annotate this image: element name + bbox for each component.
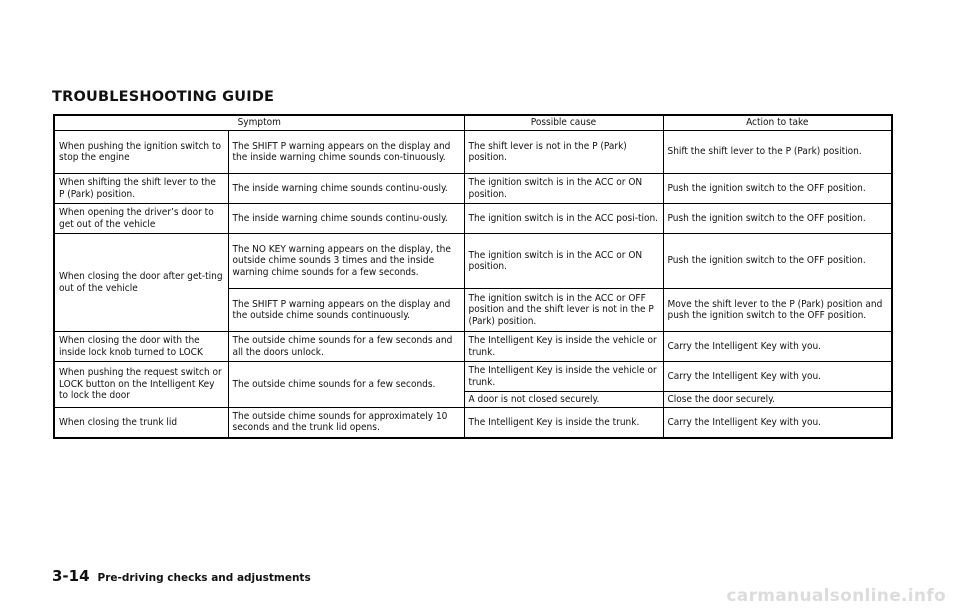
cause-cell: The ignition switch is in the ACC or OFF position and the shift lever is not in the P (Park) position. <box>464 289 663 332</box>
symptom-cell: The SHIFT P warning appears on the display and the inside warning chime sounds con-tinuously. <box>228 131 464 174</box>
action-cell: Close the door securely. <box>663 392 892 408</box>
condition-cell: When shifting the shift lever to the P (Park) position. <box>54 174 228 204</box>
header-action-to-take: Action to take <box>663 115 892 131</box>
action-cell: Carry the Intelligent Key with you. <box>663 332 892 362</box>
cause-cell: The ignition switch is in the ACC or ON position. <box>464 174 663 204</box>
cause-cell: The ignition switch is in the ACC posi-tion. <box>464 204 663 234</box>
action-cell: Move the shift lever to the P (Park) position and push the ignition switch to the OFF position. <box>663 289 892 332</box>
symptom-cell: The outside chime sounds for approximately 10 seconds and the trunk lid opens. <box>228 408 464 438</box>
action-cell: Push the ignition switch to the OFF position. <box>663 174 892 204</box>
cause-cell: The Intelligent Key is inside the trunk. <box>464 408 663 438</box>
symptom-cell: The inside warning chime sounds continu-ously. <box>228 204 464 234</box>
table-header-row <box>54 115 892 131</box>
action-cell: Push the ignition switch to the OFF position. <box>663 204 892 234</box>
cause-cell: The Intelligent Key is inside the vehicle or trunk. <box>464 332 663 362</box>
section-title: Pre-driving checks and adjustments <box>97 572 311 584</box>
condition-cell: When closing the door after get-ting out of the vehicle <box>54 234 228 332</box>
condition-cell: When closing the trunk lid <box>54 408 228 438</box>
header-possible-cause: Possible cause <box>464 115 663 131</box>
action-cell: Push the ignition switch to the OFF position. <box>663 234 892 289</box>
symptom-cell: The NO KEY warning appears on the display, the outside chime sounds 3 times and the inside warning chime sounds for a few seconds. <box>228 234 464 289</box>
watermark: carmanualsonline.info <box>726 586 946 606</box>
page-number: 3-14 <box>52 567 90 585</box>
table-row <box>54 174 892 204</box>
table-row <box>54 332 892 362</box>
table-row <box>54 408 892 438</box>
cause-cell: The ignition switch is in the ACC or ON position. <box>464 234 663 289</box>
symptom-cell: The inside warning chime sounds continu-ously. <box>228 174 464 204</box>
page-title: TROUBLESHOOTING GUIDE <box>52 89 275 105</box>
action-cell: Carry the Intelligent Key with you. <box>663 362 892 392</box>
condition-cell: When pushing the ignition switch to stop the engine <box>54 131 228 174</box>
page-footer <box>52 567 311 585</box>
action-cell: Shift the shift lever to the P (Park) position. <box>663 131 892 174</box>
action-cell: Carry the Intelligent Key with you. <box>663 408 892 438</box>
table-row <box>54 204 892 234</box>
condition-cell: When pushing the request switch or LOCK button on the Intelligent Key to lock the door <box>54 362 228 408</box>
troubleshooting-table <box>53 114 893 439</box>
symptom-cell: The SHIFT P warning appears on the display and the outside chime sounds continuously. <box>228 289 464 332</box>
condition-cell: When closing the door with the inside lock knob turned to LOCK <box>54 332 228 362</box>
table-row <box>54 234 892 289</box>
cause-cell: The Intelligent Key is inside the vehicle or trunk. <box>464 362 663 392</box>
condition-cell: When opening the driver’s door to get out of the vehicle <box>54 204 228 234</box>
cause-cell: A door is not closed securely. <box>464 392 663 408</box>
cause-cell: The shift lever is not in the P (Park) position. <box>464 131 663 174</box>
table-row <box>54 362 892 392</box>
table-row <box>54 131 892 174</box>
header-symptom: Symptom <box>54 115 464 131</box>
symptom-cell: The outside chime sounds for a few seconds. <box>228 362 464 408</box>
symptom-cell: The outside chime sounds for a few seconds and all the doors unlock. <box>228 332 464 362</box>
